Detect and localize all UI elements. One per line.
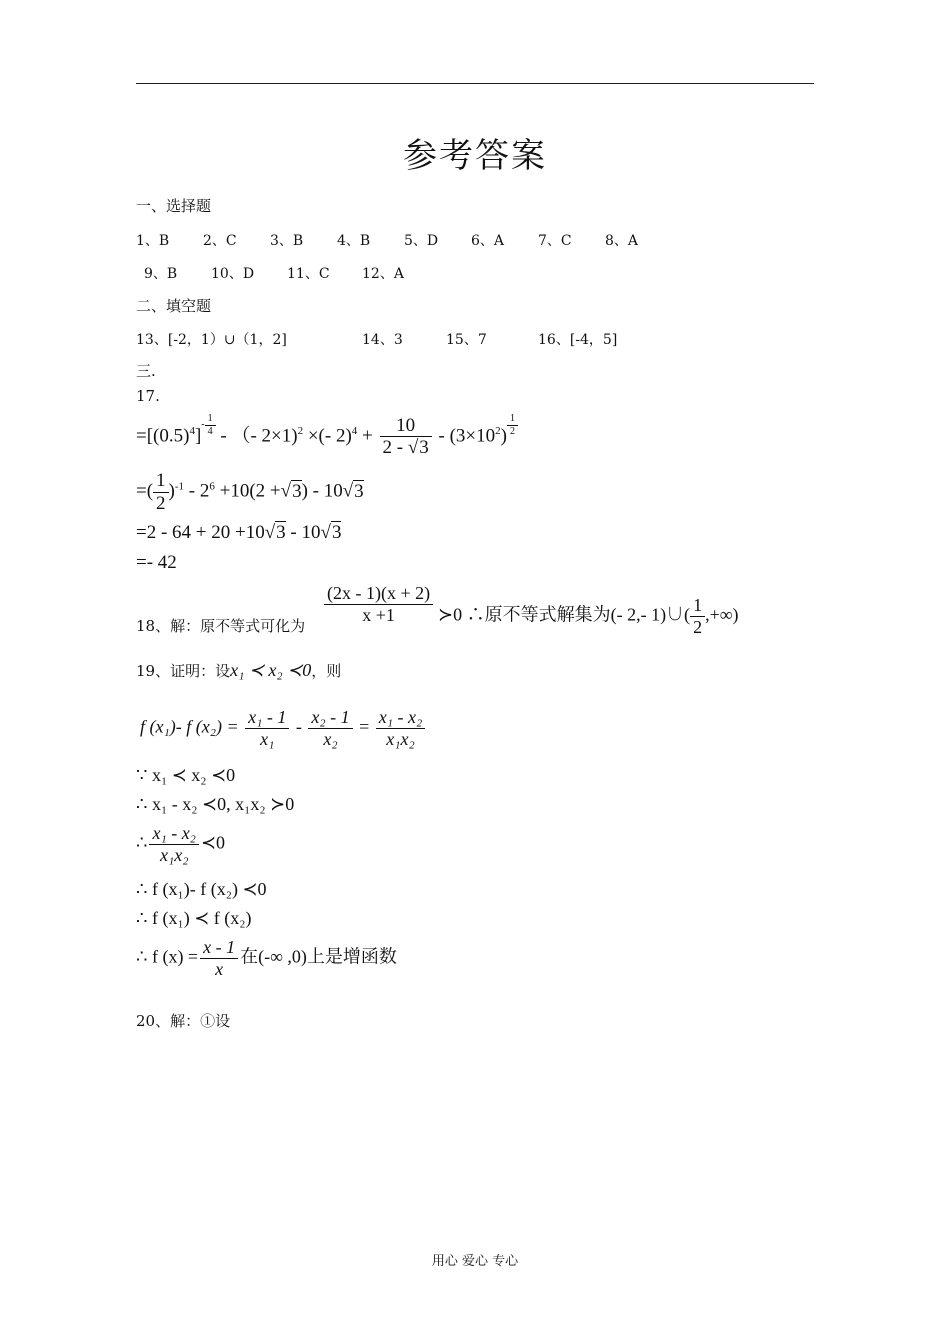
numerator: x₁ - 1 bbox=[248, 707, 287, 727]
q19-line-3: ∴ x₁ - x₂ ≺0, x₁x₂ ≻0 bbox=[136, 794, 295, 814]
choice-answer: 7、C bbox=[538, 233, 572, 249]
denominator: 2 bbox=[690, 616, 705, 638]
header-rule bbox=[136, 83, 814, 84]
choice-answer: 2、C bbox=[203, 233, 237, 249]
denominator: x₁x₂ bbox=[149, 844, 199, 866]
radicand: 3 bbox=[331, 522, 342, 543]
expr-part: ) bbox=[168, 480, 175, 502]
expr-part: +10(2 + bbox=[219, 480, 281, 502]
page-title: 参考答案 bbox=[403, 136, 547, 176]
q17-label: 17. bbox=[136, 387, 160, 405]
expr-part: - 10 bbox=[285, 522, 321, 543]
q17-line-1 bbox=[136, 413, 518, 459]
numerator: 10 bbox=[396, 414, 416, 436]
expr-part: =( bbox=[136, 480, 154, 502]
expr-part: ∴ f (x) = bbox=[136, 946, 199, 967]
q17-line-3: =2 - 64 + 20 +10√3 - 10√3 bbox=[136, 522, 342, 543]
choice-answer: 10、D bbox=[211, 266, 255, 282]
choice-answer: 11、C bbox=[287, 266, 330, 282]
expr-part: ≺0 bbox=[200, 832, 226, 853]
expr-part: - (3×10 bbox=[438, 425, 496, 447]
fill-answer: 15、7 bbox=[446, 332, 487, 348]
radicand: 3 bbox=[354, 480, 364, 502]
q19-line-4 bbox=[136, 823, 225, 865]
denominator: 2 bbox=[153, 492, 169, 515]
radicand: 3 bbox=[292, 480, 302, 502]
choice-answer: 5、D bbox=[404, 233, 439, 249]
q17-line-2: =( $\frac{1}{2}$ )$^{-1} - 2^6 +10(2 +√3) - 10√3$ bbox=[136, 470, 364, 514]
numerator: x₁ - x₂ bbox=[152, 823, 196, 843]
section-choice-heading: 一、选择题 bbox=[136, 197, 212, 215]
fraction bbox=[153, 470, 169, 515]
choice-answer: 8、A bbox=[605, 233, 639, 249]
q18 bbox=[136, 583, 816, 637]
expr-part: 在(-∞ ,0)上是增函数 bbox=[240, 946, 397, 967]
exponent-numerator: 1 bbox=[207, 413, 213, 424]
fraction bbox=[308, 707, 352, 749]
expr-part: f (x₁)- f (x₂) = bbox=[140, 716, 239, 737]
fill-answer: 16、[-4，5] bbox=[538, 332, 618, 348]
expr-part: + bbox=[362, 425, 373, 447]
q19-line-2: ∵ x₁ ≺ x₂ ≺0 bbox=[136, 765, 236, 785]
expr-part: = bbox=[359, 716, 370, 737]
choice-answer: 3、B bbox=[270, 233, 304, 249]
section-fill-heading: 二、填空题 bbox=[136, 297, 212, 315]
fraction bbox=[376, 707, 426, 749]
expr-part: 2 - bbox=[382, 437, 404, 459]
fraction bbox=[380, 415, 432, 460]
choice-answer: 4、B bbox=[337, 233, 371, 249]
q19-line-5: ∴ f (x₁)- f (x₂) ≺0 bbox=[136, 879, 267, 899]
exponent: 4 bbox=[189, 424, 195, 437]
exponent: 2 bbox=[495, 424, 501, 437]
fraction bbox=[149, 823, 199, 865]
fraction bbox=[690, 595, 705, 637]
expr-part: - （- 2×1) bbox=[220, 425, 298, 447]
q19-line-7 bbox=[136, 937, 397, 979]
choice-answer: 9、B bbox=[144, 266, 178, 282]
q17-line-4: =- 42 bbox=[136, 552, 177, 573]
expr-part: ≻0 ∴原不等式解集为(- 2,- 1)∪( bbox=[438, 604, 691, 625]
exponent: -1 bbox=[174, 480, 185, 493]
exponent-fraction bbox=[507, 413, 518, 437]
exponent: 6 bbox=[209, 480, 215, 493]
expr-part: =[(0.5) bbox=[136, 425, 190, 447]
denominator: x bbox=[200, 958, 238, 980]
q20-label: 20、解：①设 bbox=[136, 1012, 231, 1030]
exponent-fraction: - 1 4 bbox=[201, 419, 215, 430]
choice-answer: 12、A bbox=[362, 266, 404, 282]
radicand: 3 bbox=[419, 437, 429, 459]
numerator: (2x - 1)(x + 2) bbox=[327, 583, 431, 603]
exponent-denominator: 2 bbox=[507, 425, 518, 438]
page-footer: 用心 爱心 专心 bbox=[431, 1254, 519, 1269]
q18-solution bbox=[438, 595, 739, 637]
q19-label: 19、证明：设 bbox=[136, 662, 231, 680]
expr-part: ∴ bbox=[136, 832, 148, 853]
choice-answer: 1、B bbox=[136, 233, 170, 249]
q19-line-1 bbox=[140, 707, 427, 749]
numerator: x₁ - x₂ bbox=[378, 707, 423, 727]
expr-part: ) - 10 bbox=[301, 480, 343, 502]
q18-label: 18、解：原不等式可化为 bbox=[136, 617, 306, 635]
q19-then: ，则 bbox=[311, 662, 342, 680]
exponent-denominator: 4 bbox=[205, 425, 216, 438]
denominator: x₂ bbox=[308, 728, 352, 750]
expr-part: ] bbox=[194, 425, 202, 447]
expr-part: =2 - 64 + 20 +10 bbox=[136, 522, 265, 543]
exponent: 2 bbox=[297, 424, 304, 437]
section-solve-heading: 三. bbox=[136, 362, 156, 380]
choice-answer: 6、A bbox=[471, 233, 505, 249]
fill-answer: 14、3 bbox=[362, 332, 403, 348]
expr-part: ) bbox=[500, 425, 507, 447]
q19-header bbox=[136, 660, 341, 681]
expr-part: ,+∞) bbox=[705, 604, 739, 625]
exponent-numerator: 1 bbox=[509, 413, 515, 424]
numerator: 1 bbox=[693, 595, 703, 615]
expr-part: - 2 bbox=[188, 480, 210, 502]
q19-line-6: ∴ f (x₁) ≺ f (x₂) bbox=[136, 908, 252, 928]
exponent: 4 bbox=[351, 424, 358, 437]
fill-answer: 13、[-2，1）∪（1，2] bbox=[136, 332, 287, 348]
numerator: x₂ - 1 bbox=[311, 707, 350, 727]
denominator: x₁ bbox=[245, 728, 289, 750]
q19-condition: x₁ ≺ x₂ ≺0 bbox=[230, 660, 312, 680]
expr-part: ×(- 2) bbox=[307, 425, 352, 447]
radicand: 3 bbox=[276, 522, 286, 543]
numerator: x - 1 bbox=[203, 937, 236, 957]
denominator: 2 - √3 bbox=[380, 436, 432, 459]
denominator: x +1 bbox=[324, 604, 433, 626]
numerator: 1 bbox=[156, 470, 166, 491]
fraction bbox=[245, 707, 289, 749]
q18-fraction bbox=[324, 583, 433, 625]
expr-part: - bbox=[295, 716, 302, 737]
fraction bbox=[200, 937, 238, 979]
denominator: x₁x₂ bbox=[376, 728, 426, 750]
